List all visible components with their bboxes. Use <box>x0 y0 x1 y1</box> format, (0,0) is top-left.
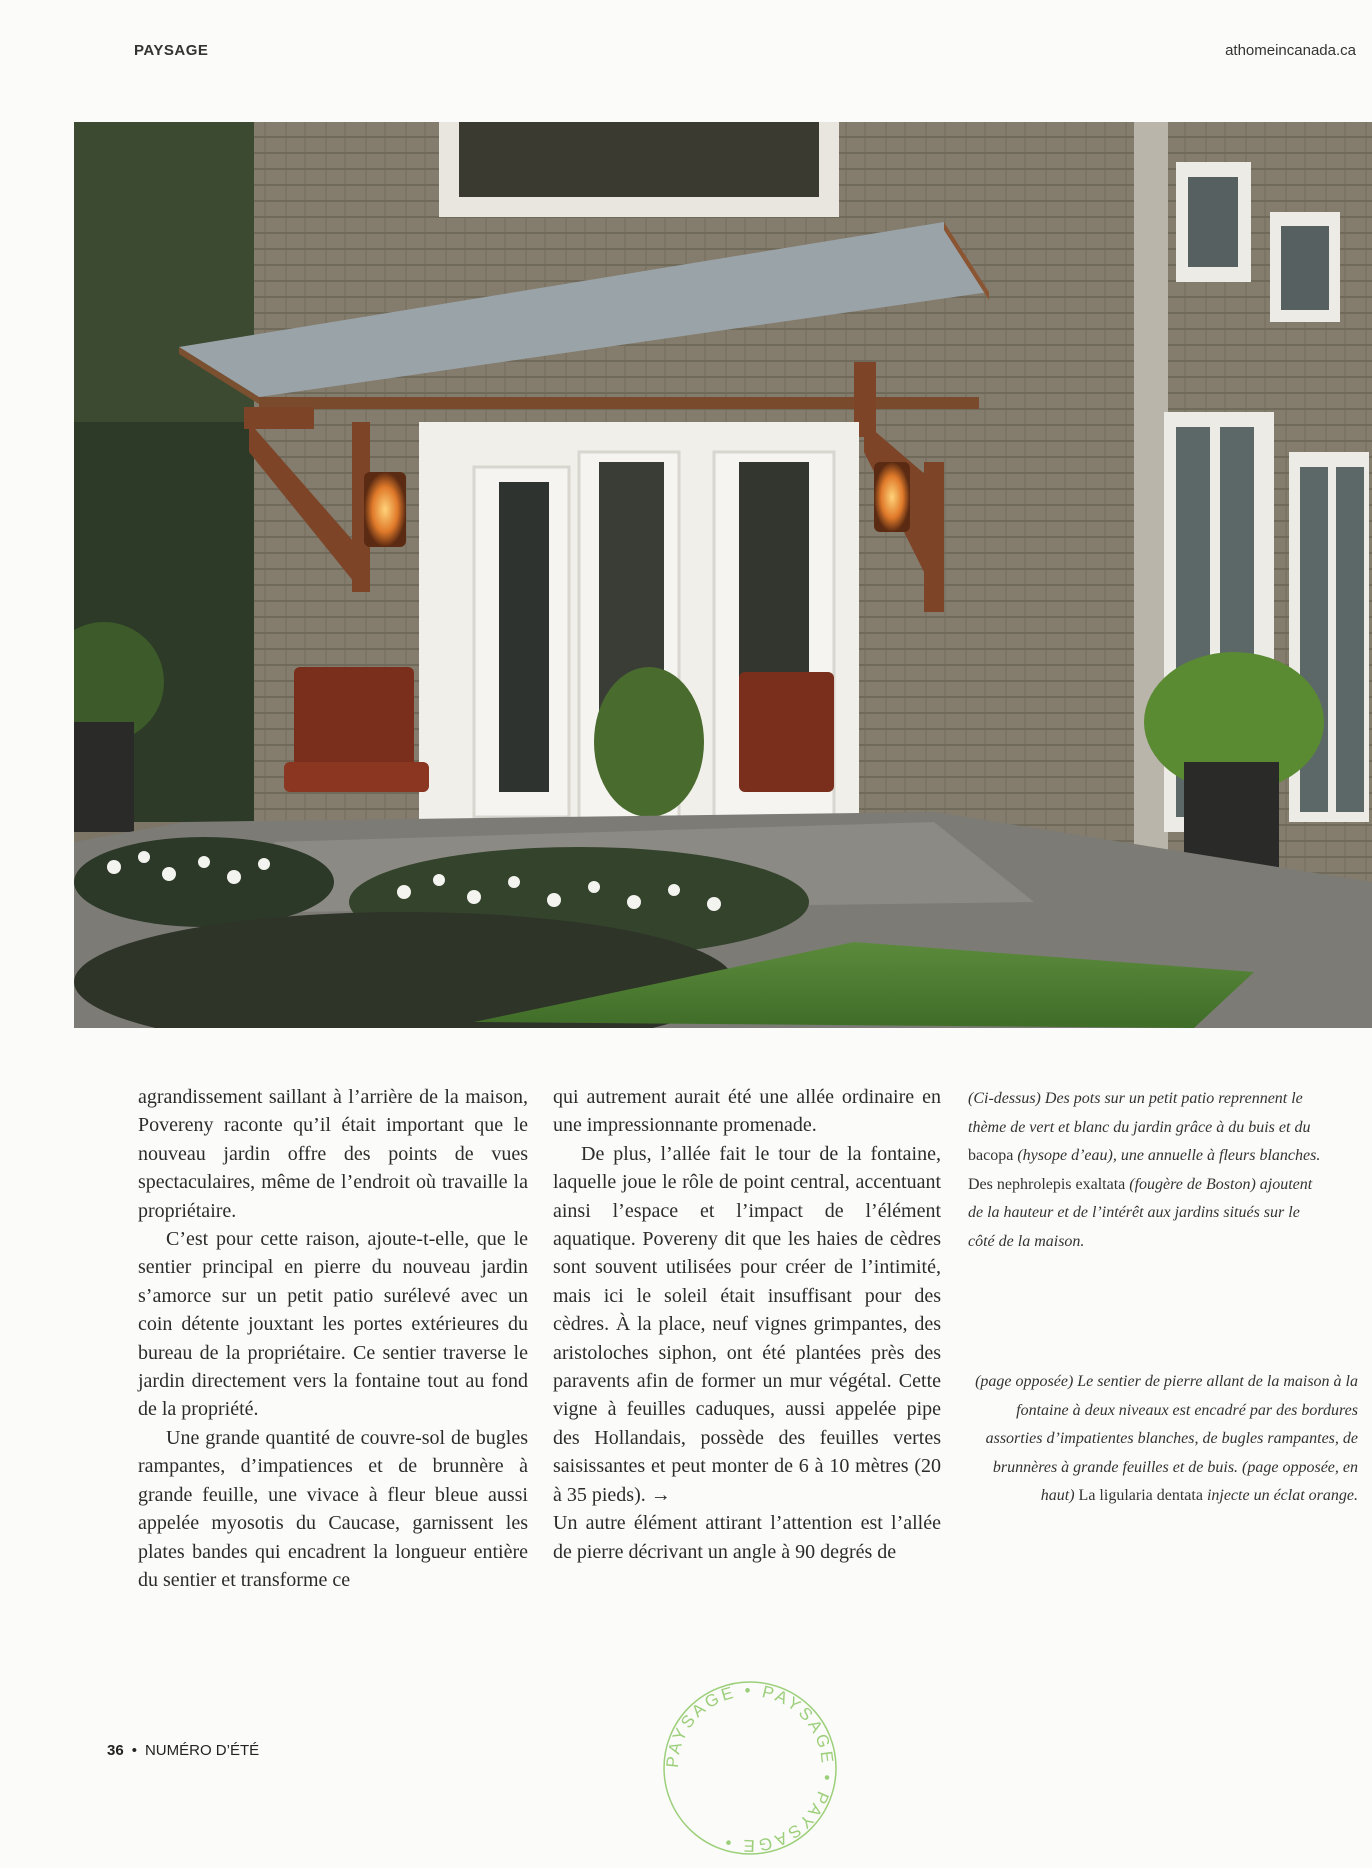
article-column-1 <box>138 1083 528 1594</box>
caption-text: (hysope d’eau), une annuelle à fleurs blanches. <box>1013 1147 1321 1164</box>
caption-text: (Ci-dessus) Des pots sur un petit patio reprennent le thème de vert et blanc du jardin grâce à du buis et du <box>968 1090 1311 1136</box>
paragraph: C’est pour cette raison, ajoute-t-elle, que le sentier principal en pierre du nouveau jardin s’amorce sur un petit patio surélevé avec un coin détente jouxtant les portes extérieures du bureau de la propriétaire. Ce sentier traverse le jardin directement vers la fontaine tout au fond de la propriété. <box>138 1228 528 1421</box>
site-url[interactable]: athomeincanada.ca <box>1225 42 1356 59</box>
paysage-stamp-logo <box>650 1668 850 1868</box>
paragraph: Une grande quantité de couvre-sol de bugles rampantes, d’impatiences et de brunnère à grande feuille, une vivace à fleur bleue aussi appelée myosotis du Caucase, garnissent les plates bandes qui encadrent la longueur entière du sentier et transforme ce <box>138 1426 528 1591</box>
photo-caption-opposite <box>970 1368 1358 1511</box>
section-label: PAYSAGE <box>134 42 209 59</box>
stamp-text: PAYSAGE • PAYSAGE • PAYSAGE • <box>662 1680 838 1856</box>
issue-label: NUMÉRO D’ÉTÉ <box>144 1742 260 1759</box>
paragraph: agrandissement saillant à l’arrière de la maison, Povereny raconte qu’il était important que le nouveau jardin offre des points de vues spectaculaires, même de l’endroit où travaille la propriétaire. <box>138 1086 528 1222</box>
paragraph: qui autrement aurait été une allée ordinaire en une impressionnante promenade. <box>553 1086 941 1137</box>
paragraph: Un autre élément attirant l’attention est l’allée de pierre décrivant un angle à 90 degrés de <box>553 1512 941 1563</box>
caption-text: (fougère de Boston) ajoutent de la hauteur et de l’intérêt aux jardins situés sur le côté de la maison. <box>968 1175 1313 1250</box>
paragraph: De plus, l’allée fait le tour de la fontaine, laquelle joue le rôle de point central, accentuant ainsi l’espace et l’impact de l’élément aquatique. Povereny dit que les haies de cèdres sont souvent utilisées pour créer de l’intimité, mais ici le soleil était insuffisant pour des cèdres. À la place, neuf vignes grimpantes, des aristoloches siphon, ont été plantées près des paravents afin de former un mur végétal. Cette vigne à feuilles caduques, aussi appelée pipe des Hollandais, possède des feuilles vertes saisissantes et peut monter de 6 à 10 mètres (20 à 35 pieds). → <box>553 1142 941 1506</box>
house-porch-photo <box>74 122 1372 1028</box>
page-footer <box>107 1742 259 1759</box>
caption-plant-name: bacopa <box>968 1147 1014 1164</box>
caption-plant-name: Des nephrolepis exaltata <box>968 1175 1126 1193</box>
article-column-2 <box>553 1083 941 1566</box>
caption-plant-name: La ligularia dentata <box>1078 1487 1203 1504</box>
page-number: 36 <box>107 1742 124 1759</box>
caption-text: injecte un éclat orange. <box>1202 1487 1358 1504</box>
photo-caption-above <box>968 1085 1328 1256</box>
footer-separator: • <box>131 1742 137 1759</box>
caption-text: (page opposée) Le sentier de pierre allant de la maison à la fontaine à deux niveaux est encadré par des bordures assorties d’impatientes blanches, de bugles rampantes, de brunnères à grande feuilles et de buis. (page opposée, en haut) <box>975 1373 1358 1504</box>
